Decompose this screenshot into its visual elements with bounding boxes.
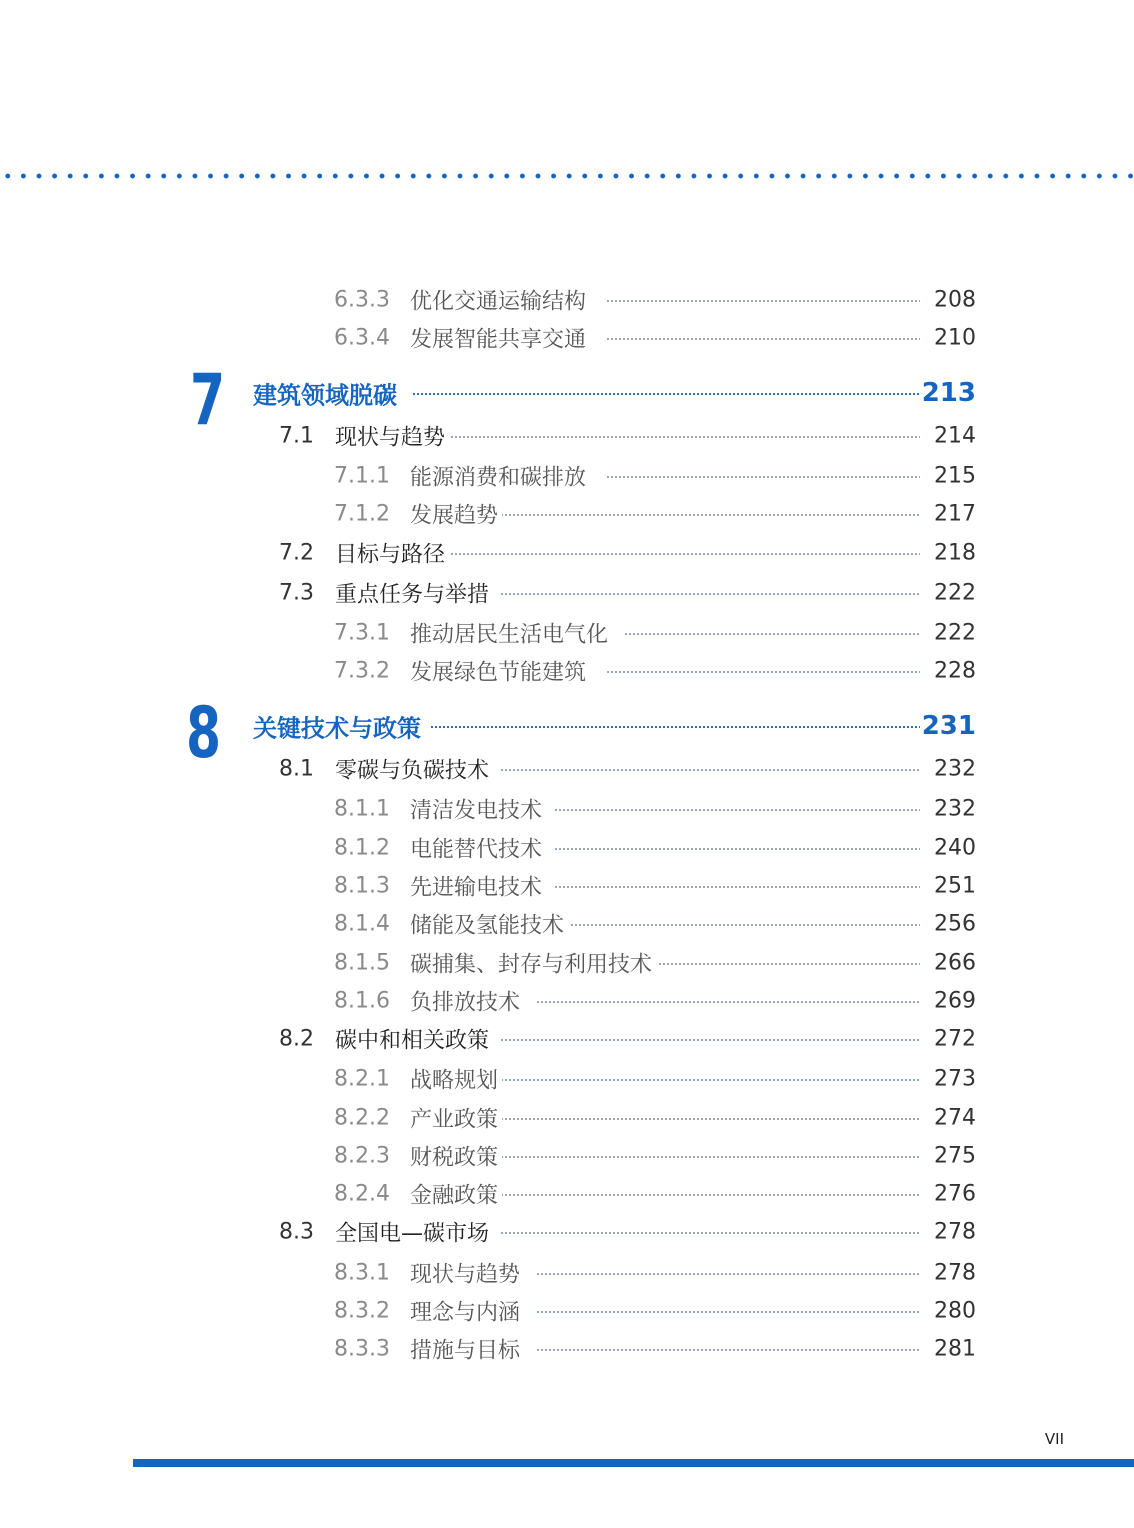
entry-page: 278 xyxy=(934,1219,976,1245)
toc-entry[interactable] xyxy=(0,1098,1134,1138)
entry-number: 8.2 xyxy=(279,1026,314,1052)
dot-leader xyxy=(606,300,920,302)
dot-leader xyxy=(536,1311,920,1313)
dot-leader xyxy=(500,1118,920,1120)
entry-number: 8.2.3 xyxy=(334,1143,390,1169)
chapter-title: 建筑领域脱碳 xyxy=(253,376,401,411)
toc-entry[interactable] xyxy=(0,866,1134,906)
dot-leader xyxy=(536,1273,920,1275)
entry-title: 先进输电技术 xyxy=(410,871,546,902)
dot-leader xyxy=(606,338,920,340)
entry-number: 7.3 xyxy=(279,580,314,606)
dot-leader xyxy=(658,963,920,965)
entry-title: 现状与趋势 xyxy=(335,421,449,452)
entry-page: 208 xyxy=(934,287,976,313)
entry-number: 8.1.2 xyxy=(334,835,390,861)
dot-leader xyxy=(446,436,920,438)
entry-number: 8.2.1 xyxy=(334,1066,390,1092)
entry-title: 负排放技术 xyxy=(410,986,524,1017)
entry-title: 理念与内涵 xyxy=(410,1296,524,1327)
entry-number: 8.1.1 xyxy=(334,796,390,822)
toc-entry[interactable] xyxy=(0,280,1134,320)
entry-title: 电能替代技术 xyxy=(410,833,546,864)
entry-title: 碳捕集、封存与利用技术 xyxy=(410,948,656,979)
toc-entry[interactable] xyxy=(0,318,1134,358)
toc-entry[interactable] xyxy=(0,1174,1134,1214)
toc-entry[interactable] xyxy=(0,1291,1134,1331)
dot-leader xyxy=(500,514,920,516)
footer-bar xyxy=(133,1459,1134,1467)
entry-number: 7.1 xyxy=(279,423,314,449)
toc-entry[interactable] xyxy=(0,456,1134,496)
chapter-number: 8 xyxy=(186,692,222,774)
entry-page: 232 xyxy=(934,796,976,822)
entry-page: 269 xyxy=(934,988,976,1014)
dot-leader xyxy=(554,886,920,888)
entry-page: 266 xyxy=(934,950,976,976)
entry-page: 232 xyxy=(934,756,976,782)
entry-page: 251 xyxy=(934,873,976,899)
entry-title: 发展绿色节能建筑 xyxy=(410,656,590,687)
toc-entry[interactable] xyxy=(0,573,1134,613)
chapter-page: 213 xyxy=(921,378,976,408)
entry-title: 产业政策 xyxy=(410,1103,502,1134)
dot-leader xyxy=(500,1039,920,1041)
entry-title: 发展趋势 xyxy=(410,499,502,530)
entry-page: 214 xyxy=(934,423,976,449)
toc-entry[interactable] xyxy=(0,981,1134,1021)
entry-page: 276 xyxy=(934,1181,976,1207)
entry-number: 7.3.1 xyxy=(334,620,390,646)
entry-title: 发展智能共享交通 xyxy=(410,323,590,354)
toc-entry[interactable] xyxy=(0,1136,1134,1176)
toc-entry[interactable] xyxy=(0,533,1134,573)
chapter-number: 7 xyxy=(190,359,226,441)
toc-entry[interactable] xyxy=(0,1019,1134,1059)
dot-leader xyxy=(554,809,920,811)
entry-title: 储能及氢能技术 xyxy=(410,909,568,940)
entry-number: 6.3.4 xyxy=(334,325,390,351)
dot-leader xyxy=(536,1001,920,1003)
entry-number: 7.1.1 xyxy=(334,463,390,489)
dot-leader xyxy=(500,593,920,595)
entry-title: 财税政策 xyxy=(410,1141,502,1172)
toc-entry[interactable] xyxy=(0,494,1134,534)
entry-number: 8.1 xyxy=(279,756,314,782)
dot-leader xyxy=(606,671,920,673)
toc-entry[interactable] xyxy=(0,651,1134,691)
entry-title: 推动居民生活电气化 xyxy=(410,618,612,649)
entry-page: 256 xyxy=(934,911,976,937)
entry-page: 240 xyxy=(934,835,976,861)
entry-number: 8.1.4 xyxy=(334,911,390,937)
entry-title: 现状与趋势 xyxy=(410,1258,524,1289)
entry-number: 8.1.5 xyxy=(334,950,390,976)
page-number: VII xyxy=(1044,1430,1064,1448)
entry-number: 8.1.3 xyxy=(334,873,390,899)
entry-number: 8.3.1 xyxy=(334,1260,390,1286)
toc-entry[interactable] xyxy=(0,828,1134,868)
entry-title: 金融政策 xyxy=(410,1179,502,1210)
entry-page: 218 xyxy=(934,540,976,566)
dot-leader xyxy=(430,726,920,728)
entry-page: 215 xyxy=(934,463,976,489)
entry-number: 8.3.3 xyxy=(334,1336,390,1362)
entry-page: 280 xyxy=(934,1298,976,1324)
entry-page: 278 xyxy=(934,1260,976,1286)
entry-number: 7.1.2 xyxy=(334,501,390,527)
dot-leader xyxy=(624,633,920,635)
entry-number: 8.3.2 xyxy=(334,1298,390,1324)
chapter-page: 231 xyxy=(921,711,976,741)
entry-title: 战略规划 xyxy=(410,1064,502,1095)
dot-leader xyxy=(554,848,920,850)
entry-page: 228 xyxy=(934,658,976,684)
entry-title: 全国电—碳市场 xyxy=(335,1217,493,1248)
toc-entry[interactable] xyxy=(0,904,1134,944)
toc-entry[interactable] xyxy=(0,943,1134,983)
dot-leader xyxy=(500,1156,920,1158)
entry-number: 8.3 xyxy=(279,1219,314,1245)
toc-entry[interactable] xyxy=(0,1253,1134,1293)
entry-title: 措施与目标 xyxy=(410,1334,524,1365)
dot-leader xyxy=(446,553,920,555)
entry-number: 7.3.2 xyxy=(334,658,390,684)
entry-title: 能源消费和碳排放 xyxy=(410,461,590,492)
entry-number: 6.3.3 xyxy=(334,287,390,313)
toc-entry[interactable] xyxy=(0,613,1134,653)
entry-page: 217 xyxy=(934,501,976,527)
dot-leader xyxy=(500,1232,920,1234)
entry-title: 重点任务与举措 xyxy=(335,578,493,609)
entry-number: 8.1.6 xyxy=(334,988,390,1014)
toc-entry[interactable] xyxy=(0,1329,1134,1369)
toc-entry[interactable] xyxy=(0,749,1134,789)
entry-page: 222 xyxy=(934,620,976,646)
entry-page: 272 xyxy=(934,1026,976,1052)
entry-title: 优化交通运输结构 xyxy=(410,285,590,316)
entry-page: 281 xyxy=(934,1336,976,1362)
toc-entry[interactable] xyxy=(0,789,1134,829)
dot-leader xyxy=(500,1079,920,1081)
entry-page: 222 xyxy=(934,580,976,606)
entry-number: 8.2.4 xyxy=(334,1181,390,1207)
dot-leader xyxy=(570,924,920,926)
toc-entry[interactable] xyxy=(0,416,1134,456)
entry-title: 零碳与负碳技术 xyxy=(335,754,493,785)
dot-leader xyxy=(412,393,920,395)
toc-entry[interactable] xyxy=(0,1212,1134,1252)
entry-page: 273 xyxy=(934,1066,976,1092)
entry-page: 274 xyxy=(934,1105,976,1131)
entry-number: 8.2.2 xyxy=(334,1105,390,1131)
dot-leader xyxy=(536,1349,920,1351)
dot-leader xyxy=(500,769,920,771)
entry-page: 210 xyxy=(934,325,976,351)
entry-number: 7.2 xyxy=(279,540,314,566)
entry-title: 碳中和相关政策 xyxy=(335,1024,493,1055)
dot-leader xyxy=(606,476,920,478)
chapter-title: 关键技术与政策 xyxy=(253,709,425,744)
dot-leader xyxy=(500,1194,920,1196)
entry-title: 清洁发电技术 xyxy=(410,794,546,825)
toc-entry[interactable] xyxy=(0,1059,1134,1099)
entry-page: 275 xyxy=(934,1143,976,1169)
entry-title: 目标与路径 xyxy=(335,538,449,569)
